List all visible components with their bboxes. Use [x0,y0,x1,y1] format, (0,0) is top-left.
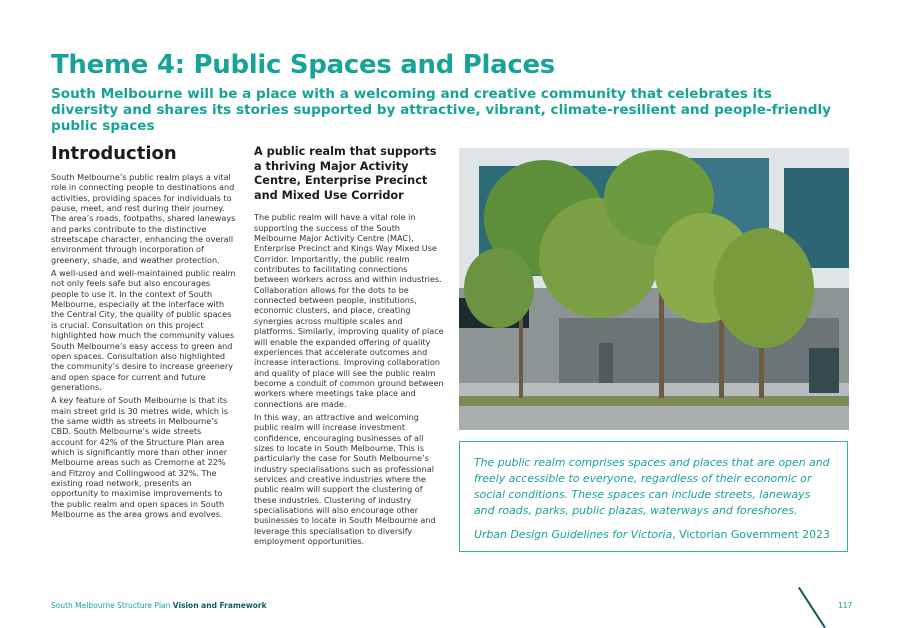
quote-source [474,528,833,542]
introduction-heading: Introduction [51,143,177,164]
footer-document-name [51,601,267,610]
quote-source-title: Urban Design Guidelines for Victoria [474,528,673,541]
introduction-column [51,143,236,522]
activity-centre-paragraph-1: The public realm will have a vital role in supporting the success of the South Melbourne Major Activity Centre (MAC), Enterprise Precinct and Kings Way Mixed Use Corridor. Importantly, the public realm contributes to facilitating connections between workers across and within industries. Collaboration allows for the dots to be connected between people, institutions, economic clusters, and place, creating synergies across multiple scales and platforms. Similarly, improving quality of place will enable the expanded offering of quality experiences that accelerate outcomes and increase interactions. Improving collaboration and quality of place will see the public realm become a conduit of common ground between workers where meetings take place and connections are made. [254,212,444,409]
quote-box [459,441,848,552]
street-photo-illustration [459,148,849,430]
activity-centre-column [254,143,444,549]
quote-source-org: , Victorian Government 2023 [672,528,830,541]
decorative-slash [798,587,826,628]
page-title: Theme 4: Public Spaces and Places [51,50,555,80]
street-trees-photo [459,148,849,430]
footer-doc-name: South Melbourne Structure Plan [51,601,173,610]
page-number: 117 [838,601,853,610]
introduction-paragraph-3: A key feature of South Melbourne is that its main street grid is 30 metres wide, which is the same width as streets in Melbourne’s CBD. South Melbourne’s wide streets account for 42% of the Structure Plan area which is significantly more than other inner Melbourne areas such as Cremorne at 22% and Fitzroy and Collingwood at 32%. The existing road network, presents an opportunity to maximise improvements to the public realm and open spaces in South Melbourne as the area grows and evolves. [51,395,229,519]
activity-centre-heading: A public realm that supports a thriving Major Activity Centre, Enterprise Precinct and Mixed Use Corridor [254,145,437,202]
quote-text: The public realm comprises spaces and places that are open and freely accessible to everyone, regardless of their economic or social conditions. These spaces can include streets, laneways and roads, parks, public plazas, waterways and foreshores. [474,456,830,517]
page-subtitle: South Melbourne will be a place with a welcoming and creative community that celebrates its diversity and shares its stories supported by attractive, vibrant, climate-resilient and people-friendly public spaces [51,86,832,134]
footer-doc-section: Vision and Framework [172,601,267,610]
introduction-paragraph-1: South Melbourne’s public realm plays a vital role in connecting people to destinations and activities, providing spaces for individuals to pause, meet, and rest during their journey. The area’s roads, footpaths, shared laneways and parks contribute to the distinctive streetscape character, enhancing the overall environment through incorporation of greenery, shade, and weather protection. [51,172,236,265]
activity-centre-paragraph-2: In this way, an attractive and welcoming public realm will increase investment confidence, encouraging businesses of all sizes to locate in South Melbourne. This is particularly the case for South Melbourne’s industry specialisations such as professional services and creative industries where the public realm will support the clustering of these industries. Clustering of industry specialisations will also encourage other businesses to locate in South Melbourne and leverage this specialisation to diversify employment opportunities. [254,411,436,547]
introduction-paragraph-2: A well-used and well-maintained public realm not only feels safe but also encourages people to use it. In the context of South Melbourne, especially at the interface with the Central City, the quality of public spaces is crucial. Consultation on this project highlighted how much the community values South Melbourne’s easy access to green and open spaces. Consultation also highlighted the community’s desire to increase greenery and open space for current and future generations. [51,268,236,392]
